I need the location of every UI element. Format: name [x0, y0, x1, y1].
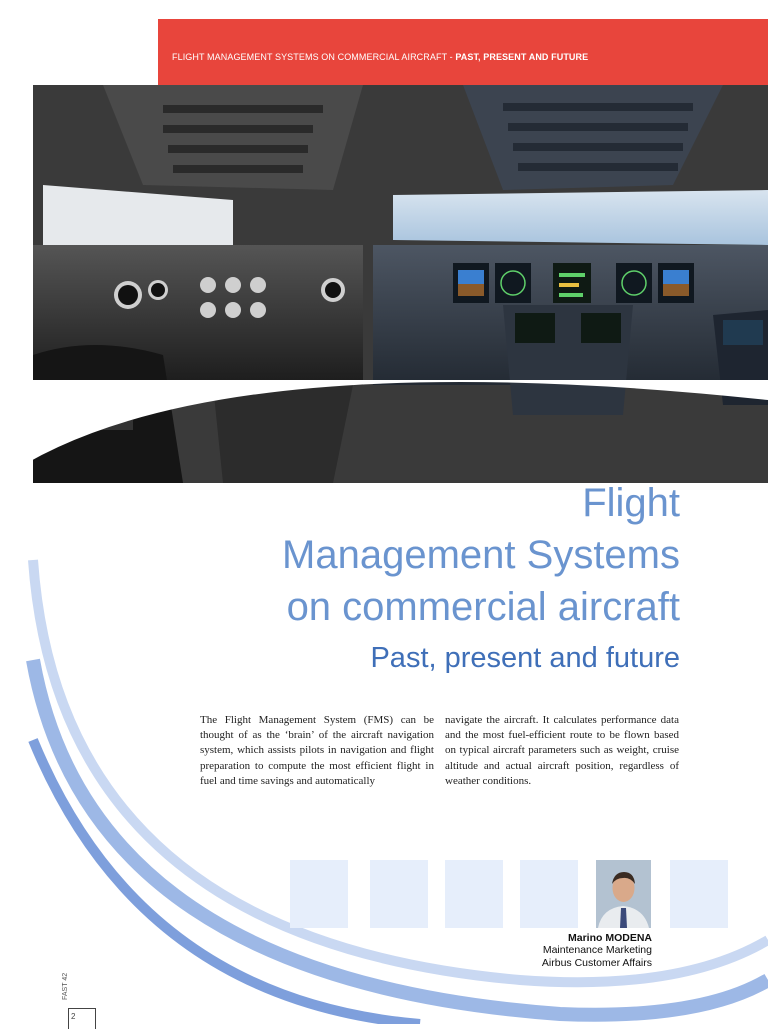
body-column-1: The Flight Management System (FMS) can be thought of as the ‘brain’ of the aircraft navigation system, which assists pilots in navigation and flight preparation to compute the most efficient flight in fuel and time savings and automatically [200, 714, 434, 787]
author-org: Airbus Customer Affairs [541, 956, 652, 969]
article-subtitle: Past, present and future [370, 642, 680, 674]
body-column-2: navigate the aircraft. It calculates performance data and the most fuel-efficient route to be flown based on typical aircraft parameters such as weight, cruise altitude and actual aircraft position, regardless of weather conditions. [445, 714, 679, 787]
header-banner [158, 19, 768, 85]
header-prefix: FLIGHT MANAGEMENT SYSTEMS ON COMMERCIAL AIRCRAFT - [172, 52, 456, 62]
author-name: Marino MODENA [568, 932, 652, 944]
author-photo [596, 860, 651, 928]
article-title [282, 477, 680, 677]
title-line-1: Flight [582, 481, 680, 525]
page-number-text: 2 [71, 1012, 76, 1021]
title-line-3: on commercial aircraft [286, 585, 680, 629]
header-emphasis: PAST, PRESENT AND FUTURE [455, 52, 589, 62]
magazine-issue: FAST 42 [62, 972, 69, 1000]
author-caption [542, 932, 652, 969]
title-line-2: Management Systems [282, 533, 680, 577]
author-role: Maintenance Marketing [542, 944, 652, 957]
header-title [172, 52, 588, 62]
page-number [68, 1008, 96, 1029]
